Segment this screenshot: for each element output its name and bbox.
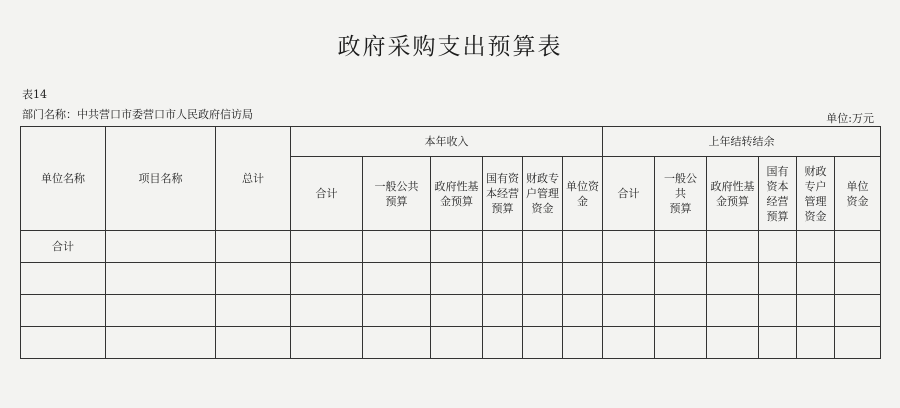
cell-value — [707, 263, 759, 295]
cell-value — [523, 295, 563, 327]
col-project-name: 项目名称 — [106, 127, 216, 231]
cell-value — [563, 263, 603, 295]
cell-value — [483, 263, 523, 295]
cell-project-name — [106, 263, 216, 295]
table-row — [21, 327, 881, 359]
cell-value — [759, 327, 797, 359]
cell-value — [707, 295, 759, 327]
cell-value — [563, 295, 603, 327]
cell-value — [603, 295, 655, 327]
cell-value — [835, 263, 881, 295]
budget-table — [20, 126, 881, 359]
cell-unit-name — [21, 327, 106, 359]
cell-value — [523, 231, 563, 263]
cell-project-name — [106, 327, 216, 359]
col-current-special-account: 财政专 户管理 资金 — [523, 157, 563, 231]
cell-value — [707, 327, 759, 359]
cell-value — [603, 327, 655, 359]
col-prior-state-capital: 国有 资本 经营 预算 — [759, 157, 797, 231]
cell-value — [655, 231, 707, 263]
cell-value — [431, 327, 483, 359]
cell-value — [483, 231, 523, 263]
page-title: 政府采购支出预算表 — [337, 34, 563, 60]
cell-value — [291, 231, 363, 263]
cell-value — [291, 263, 363, 295]
col-prior-special-account: 财政 专户 管理 资金 — [797, 157, 835, 231]
cell-value — [835, 327, 881, 359]
table-number: 表14 — [22, 88, 47, 101]
cell-project-name — [106, 231, 216, 263]
cell-value — [523, 263, 563, 295]
table-row — [21, 263, 881, 295]
cell-value — [759, 263, 797, 295]
cell-value — [483, 327, 523, 359]
col-current-unit-funds: 单位资 金 — [563, 157, 603, 231]
cell-value — [363, 327, 431, 359]
cell-project-name — [106, 295, 216, 327]
col-total: 总计 — [216, 127, 291, 231]
cell-value — [655, 295, 707, 327]
unit-label: 单位:万元 — [826, 112, 874, 125]
department-name: 部门名称：中共营口市委营口市人民政府信访局 — [22, 108, 253, 121]
cell-value — [759, 231, 797, 263]
cell-value — [835, 231, 881, 263]
cell-value — [797, 327, 835, 359]
cell-value — [797, 263, 835, 295]
col-prior-fund-budget: 政府性基 金预算 — [707, 157, 759, 231]
col-unit-name: 单位名称 — [21, 127, 106, 231]
table-row — [21, 231, 881, 263]
cell-total — [216, 295, 291, 327]
cell-value — [431, 263, 483, 295]
col-current-general-budget: 一般公共 预算 — [363, 157, 431, 231]
cell-value — [655, 327, 707, 359]
col-group-current-income: 本年收入 — [291, 127, 603, 157]
cell-value — [603, 231, 655, 263]
col-current-state-capital: 国有资 本经营 预算 — [483, 157, 523, 231]
cell-value — [363, 295, 431, 327]
cell-value — [707, 231, 759, 263]
cell-value — [291, 327, 363, 359]
cell-total — [216, 327, 291, 359]
col-prior-unit-funds: 单位 资金 — [835, 157, 881, 231]
cell-value — [363, 231, 431, 263]
col-current-subtotal: 合计 — [291, 157, 363, 231]
cell-value — [603, 263, 655, 295]
cell-total — [216, 231, 291, 263]
col-prior-general-budget: 一般公 共 预算 — [655, 157, 707, 231]
cell-value — [431, 231, 483, 263]
cell-value — [563, 231, 603, 263]
cell-unit-name — [21, 295, 106, 327]
cell-value — [797, 231, 835, 263]
header-row-top — [21, 127, 881, 157]
cell-value — [797, 295, 835, 327]
cell-value — [363, 263, 431, 295]
cell-value — [655, 263, 707, 295]
cell-value — [431, 295, 483, 327]
cell-unit-name — [21, 263, 106, 295]
cell-value — [759, 295, 797, 327]
cell-value — [563, 327, 603, 359]
cell-unit-name: 合计 — [21, 231, 106, 263]
cell-value — [835, 295, 881, 327]
col-prior-subtotal: 合计 — [603, 157, 655, 231]
cell-value — [291, 295, 363, 327]
cell-value — [483, 295, 523, 327]
cell-value — [523, 327, 563, 359]
col-current-fund-budget: 政府性基 金预算 — [431, 157, 483, 231]
table-row — [21, 295, 881, 327]
cell-total — [216, 263, 291, 295]
col-group-prior-carryover: 上年结转结余 — [603, 127, 881, 157]
